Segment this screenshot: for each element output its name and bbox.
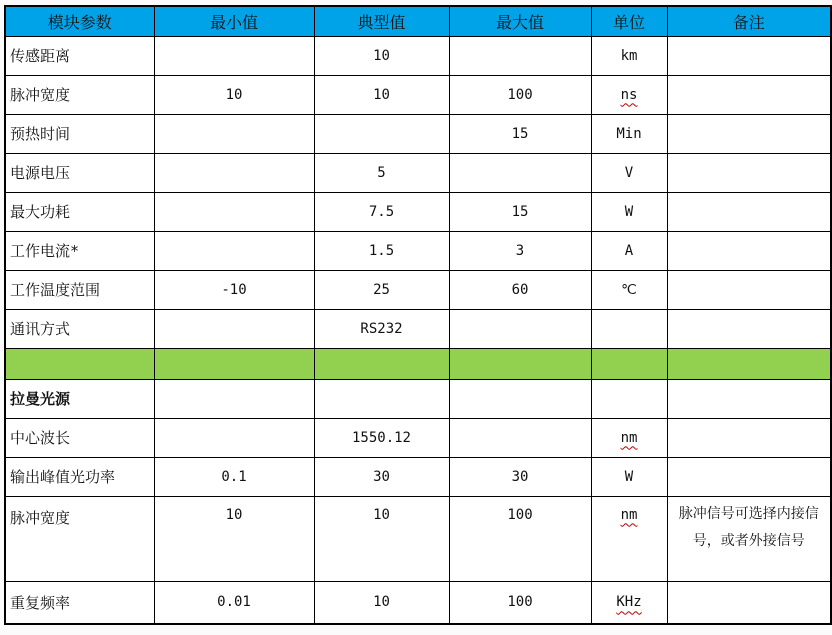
note-cell[interactable] [667, 231, 831, 270]
note-cell[interactable] [667, 192, 831, 231]
unit-cell[interactable] [591, 153, 667, 192]
typ-cell[interactable]: 1.5 [314, 231, 449, 270]
param-cell[interactable]: 工作电流* [5, 231, 154, 270]
unit-cell[interactable] [591, 496, 667, 581]
param-cell[interactable]: 输出峰值光功率 [5, 457, 154, 496]
typ-cell[interactable]: 10 [314, 36, 449, 75]
max-cell[interactable] [449, 153, 591, 192]
note-cell[interactable] [667, 348, 831, 379]
table-row-repetition-rate [5, 581, 831, 624]
max-cell[interactable] [449, 418, 591, 457]
table-row-supply-voltage [5, 153, 831, 192]
unit-cell[interactable] [591, 348, 667, 379]
typ-cell[interactable]: 10 [314, 581, 449, 624]
table-row-communication-mode [5, 309, 831, 348]
min-cell[interactable]: 10 [154, 75, 314, 114]
unit-cell[interactable] [591, 36, 667, 75]
unit-text: A [624, 242, 634, 259]
col-header-typ[interactable]: 典型值 [314, 6, 449, 36]
unit-cell[interactable] [591, 270, 667, 309]
table-row-output-peak-power [5, 457, 831, 496]
table-row-center-wavelength [5, 418, 831, 457]
max-cell[interactable]: 3 [449, 231, 591, 270]
min-cell[interactable]: 0.1 [154, 457, 314, 496]
param-cell[interactable]: 通讯方式 [5, 309, 154, 348]
unit-cell[interactable] [591, 309, 667, 348]
typ-cell[interactable]: 5 [314, 153, 449, 192]
typ-cell[interactable]: 25 [314, 270, 449, 309]
unit-text: ns [620, 86, 638, 103]
max-cell[interactable]: 15 [449, 114, 591, 153]
note-cell[interactable] [667, 114, 831, 153]
min-cell[interactable] [154, 114, 314, 153]
max-cell[interactable]: 30 [449, 457, 591, 496]
col-header-min[interactable]: 最小值 [154, 6, 314, 36]
table-row-pulse-width-raman [5, 496, 831, 581]
unit-cell[interactable] [591, 192, 667, 231]
unit-text: W [624, 468, 634, 485]
unit-text: Min [616, 125, 642, 142]
table-row-sensing-distance [5, 36, 831, 75]
note-cell[interactable] [667, 457, 831, 496]
typ-cell[interactable]: 10 [314, 75, 449, 114]
param-cell[interactable]: 电源电压 [5, 153, 154, 192]
unit-cell[interactable] [591, 231, 667, 270]
param-cell[interactable]: 工作温度范围 [5, 270, 154, 309]
typ-cell[interactable] [314, 114, 449, 153]
max-cell[interactable] [449, 379, 591, 418]
note-cell[interactable] [667, 270, 831, 309]
max-cell[interactable]: 100 [449, 496, 591, 581]
unit-text: W [624, 203, 634, 220]
col-header-param[interactable]: 模块参数 [5, 6, 154, 36]
min-cell[interactable] [154, 348, 314, 379]
unit-text: V [624, 164, 634, 181]
param-cell[interactable]: 中心波长 [5, 418, 154, 457]
table-row-warmup-time [5, 114, 831, 153]
unit-cell[interactable] [591, 379, 667, 418]
min-cell[interactable]: -10 [154, 270, 314, 309]
note-cell[interactable] [667, 309, 831, 348]
unit-text: KHz [616, 594, 642, 611]
max-cell[interactable]: 60 [449, 270, 591, 309]
note-cell[interactable] [667, 153, 831, 192]
table-row-raman-source-section [5, 379, 831, 418]
unit-text: ℃ [621, 281, 637, 298]
note-cell[interactable] [667, 581, 831, 624]
note-cell[interactable] [667, 418, 831, 457]
max-cell[interactable]: 15 [449, 192, 591, 231]
max-cell[interactable] [449, 36, 591, 75]
typ-cell[interactable]: 7.5 [314, 192, 449, 231]
min-cell[interactable] [154, 36, 314, 75]
param-cell[interactable]: 脉冲宽度 [5, 75, 154, 114]
spec-table[interactable] [4, 5, 832, 625]
unit-text: km [620, 47, 638, 64]
param-cell[interactable]: 脉冲宽度 [5, 496, 154, 581]
green-divider-row [5, 348, 831, 379]
note-cell[interactable] [667, 36, 831, 75]
typ-cell[interactable]: 10 [314, 496, 449, 581]
max-cell[interactable]: 100 [449, 581, 591, 624]
max-cell[interactable] [449, 348, 591, 379]
min-cell[interactable] [154, 153, 314, 192]
min-cell[interactable]: 0.01 [154, 581, 314, 624]
min-cell[interactable] [154, 418, 314, 457]
unit-cell[interactable] [591, 581, 667, 624]
note-cell[interactable] [667, 379, 831, 418]
unit-text: nm [620, 429, 638, 446]
param-cell[interactable]: 预热时间 [5, 114, 154, 153]
typ-cell[interactable]: 30 [314, 457, 449, 496]
min-cell[interactable] [154, 231, 314, 270]
header-row [5, 6, 831, 36]
min-cell[interactable] [154, 309, 314, 348]
typ-cell[interactable] [314, 379, 449, 418]
unit-cell[interactable] [591, 418, 667, 457]
max-cell[interactable] [449, 309, 591, 348]
section-title-cell[interactable]: 拉曼光源 [5, 379, 154, 418]
unit-cell[interactable] [591, 457, 667, 496]
typ-cell[interactable]: RS232 [314, 309, 449, 348]
unit-text: nm [620, 506, 638, 523]
min-cell[interactable]: 10 [154, 496, 314, 581]
col-header-note[interactable]: 备注 [667, 6, 831, 36]
note-cell[interactable]: 脉冲信号可选择内接信号，或者外接信号 [667, 496, 831, 581]
note-cell[interactable] [667, 75, 831, 114]
table-row-operating-current [5, 231, 831, 270]
unit-cell[interactable] [591, 75, 667, 114]
typ-cell[interactable]: 1550.12 [314, 418, 449, 457]
unit-cell[interactable] [591, 114, 667, 153]
param-cell[interactable]: 最大功耗 [5, 192, 154, 231]
min-cell[interactable] [154, 379, 314, 418]
table-row-pulse-width [5, 75, 831, 114]
typ-cell[interactable] [314, 348, 449, 379]
param-cell[interactable]: 传感距离 [5, 36, 154, 75]
param-cell[interactable]: 重复频率 [5, 581, 154, 624]
table-row-max-power [5, 192, 831, 231]
col-header-unit[interactable]: 单位 [591, 6, 667, 36]
col-header-max[interactable]: 最大值 [449, 6, 591, 36]
param-cell[interactable] [5, 348, 154, 379]
max-cell[interactable]: 100 [449, 75, 591, 114]
table-row-operating-temp-range [5, 270, 831, 309]
min-cell[interactable] [154, 192, 314, 231]
